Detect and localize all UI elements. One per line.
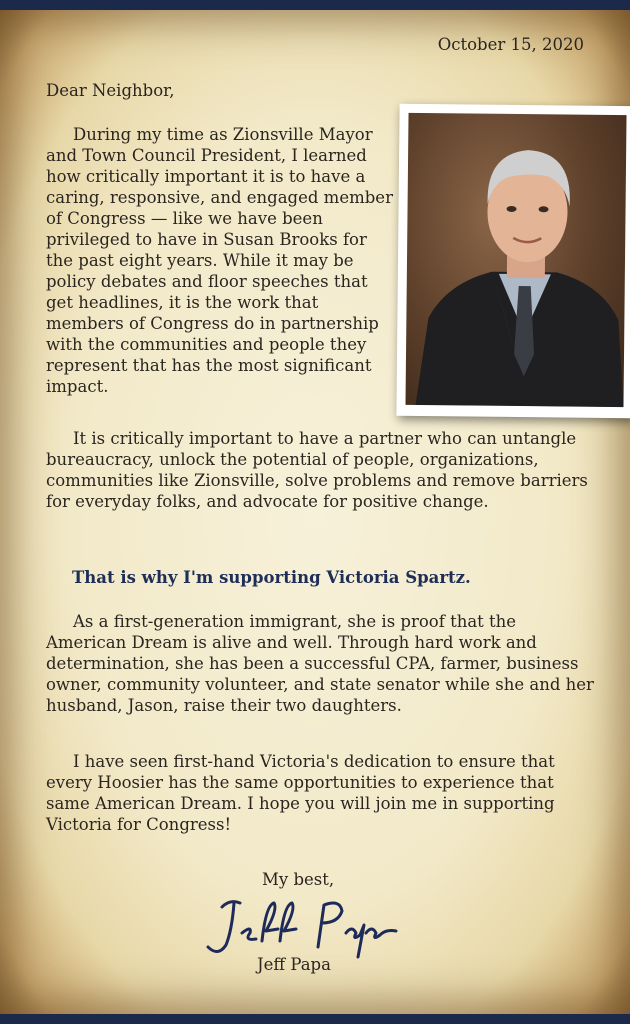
letter-paragraph-1: During my time as Zionsville Mayor and Town Council President, I learned how critically important it is to have a caring, responsive, and engaged member of Congress — like we have been privileged to have in Susan Brooks for the past eight years. While it may be policy debates and floor speeches that get headlines, it is the work that members of Congress do in partnership with the communities and people they represent that has the most significant impact. xyxy=(46,125,393,396)
letter-paragraph-4: I have seen first-hand Victoria's dedication to ensure that every Hoosier has the same opportunities to experience that same American Dream. I hope you will join me in supporting Victoria for Congress! xyxy=(46,752,555,834)
letter-page xyxy=(0,10,630,1014)
handwritten-signature xyxy=(200,885,410,965)
letter-greeting: Dear Neighbor, xyxy=(46,81,175,100)
signer-name: Jeff Papa xyxy=(257,955,331,974)
top-border-bar xyxy=(0,0,630,10)
letter-paragraph-2: It is critically important to have a partner who can untangle bureaucracy, unlock the potential of people, organizations, communities like Zionsville, solve problems and remove barriers for everyday folks, and advocate for positive change. xyxy=(46,429,588,511)
portrait-photo xyxy=(405,113,626,407)
support-statement: That is why I'm supporting Victoria Spartz. xyxy=(72,568,471,587)
bottom-border-bar xyxy=(0,1014,630,1024)
letter-closing: My best, xyxy=(262,870,335,889)
letter-date: October 15, 2020 xyxy=(437,35,584,54)
letter-paragraph-3: As a first-generation immigrant, she is proof that the American Dream is alive and well. Through hard work and determination, she has been a successful CPA, farmer, business owner, community volunteer, and state senator while she and her husband, Jason, raise their two daughters. xyxy=(46,612,594,715)
portrait-photo-frame xyxy=(396,104,630,418)
portrait-illustration xyxy=(405,113,626,407)
